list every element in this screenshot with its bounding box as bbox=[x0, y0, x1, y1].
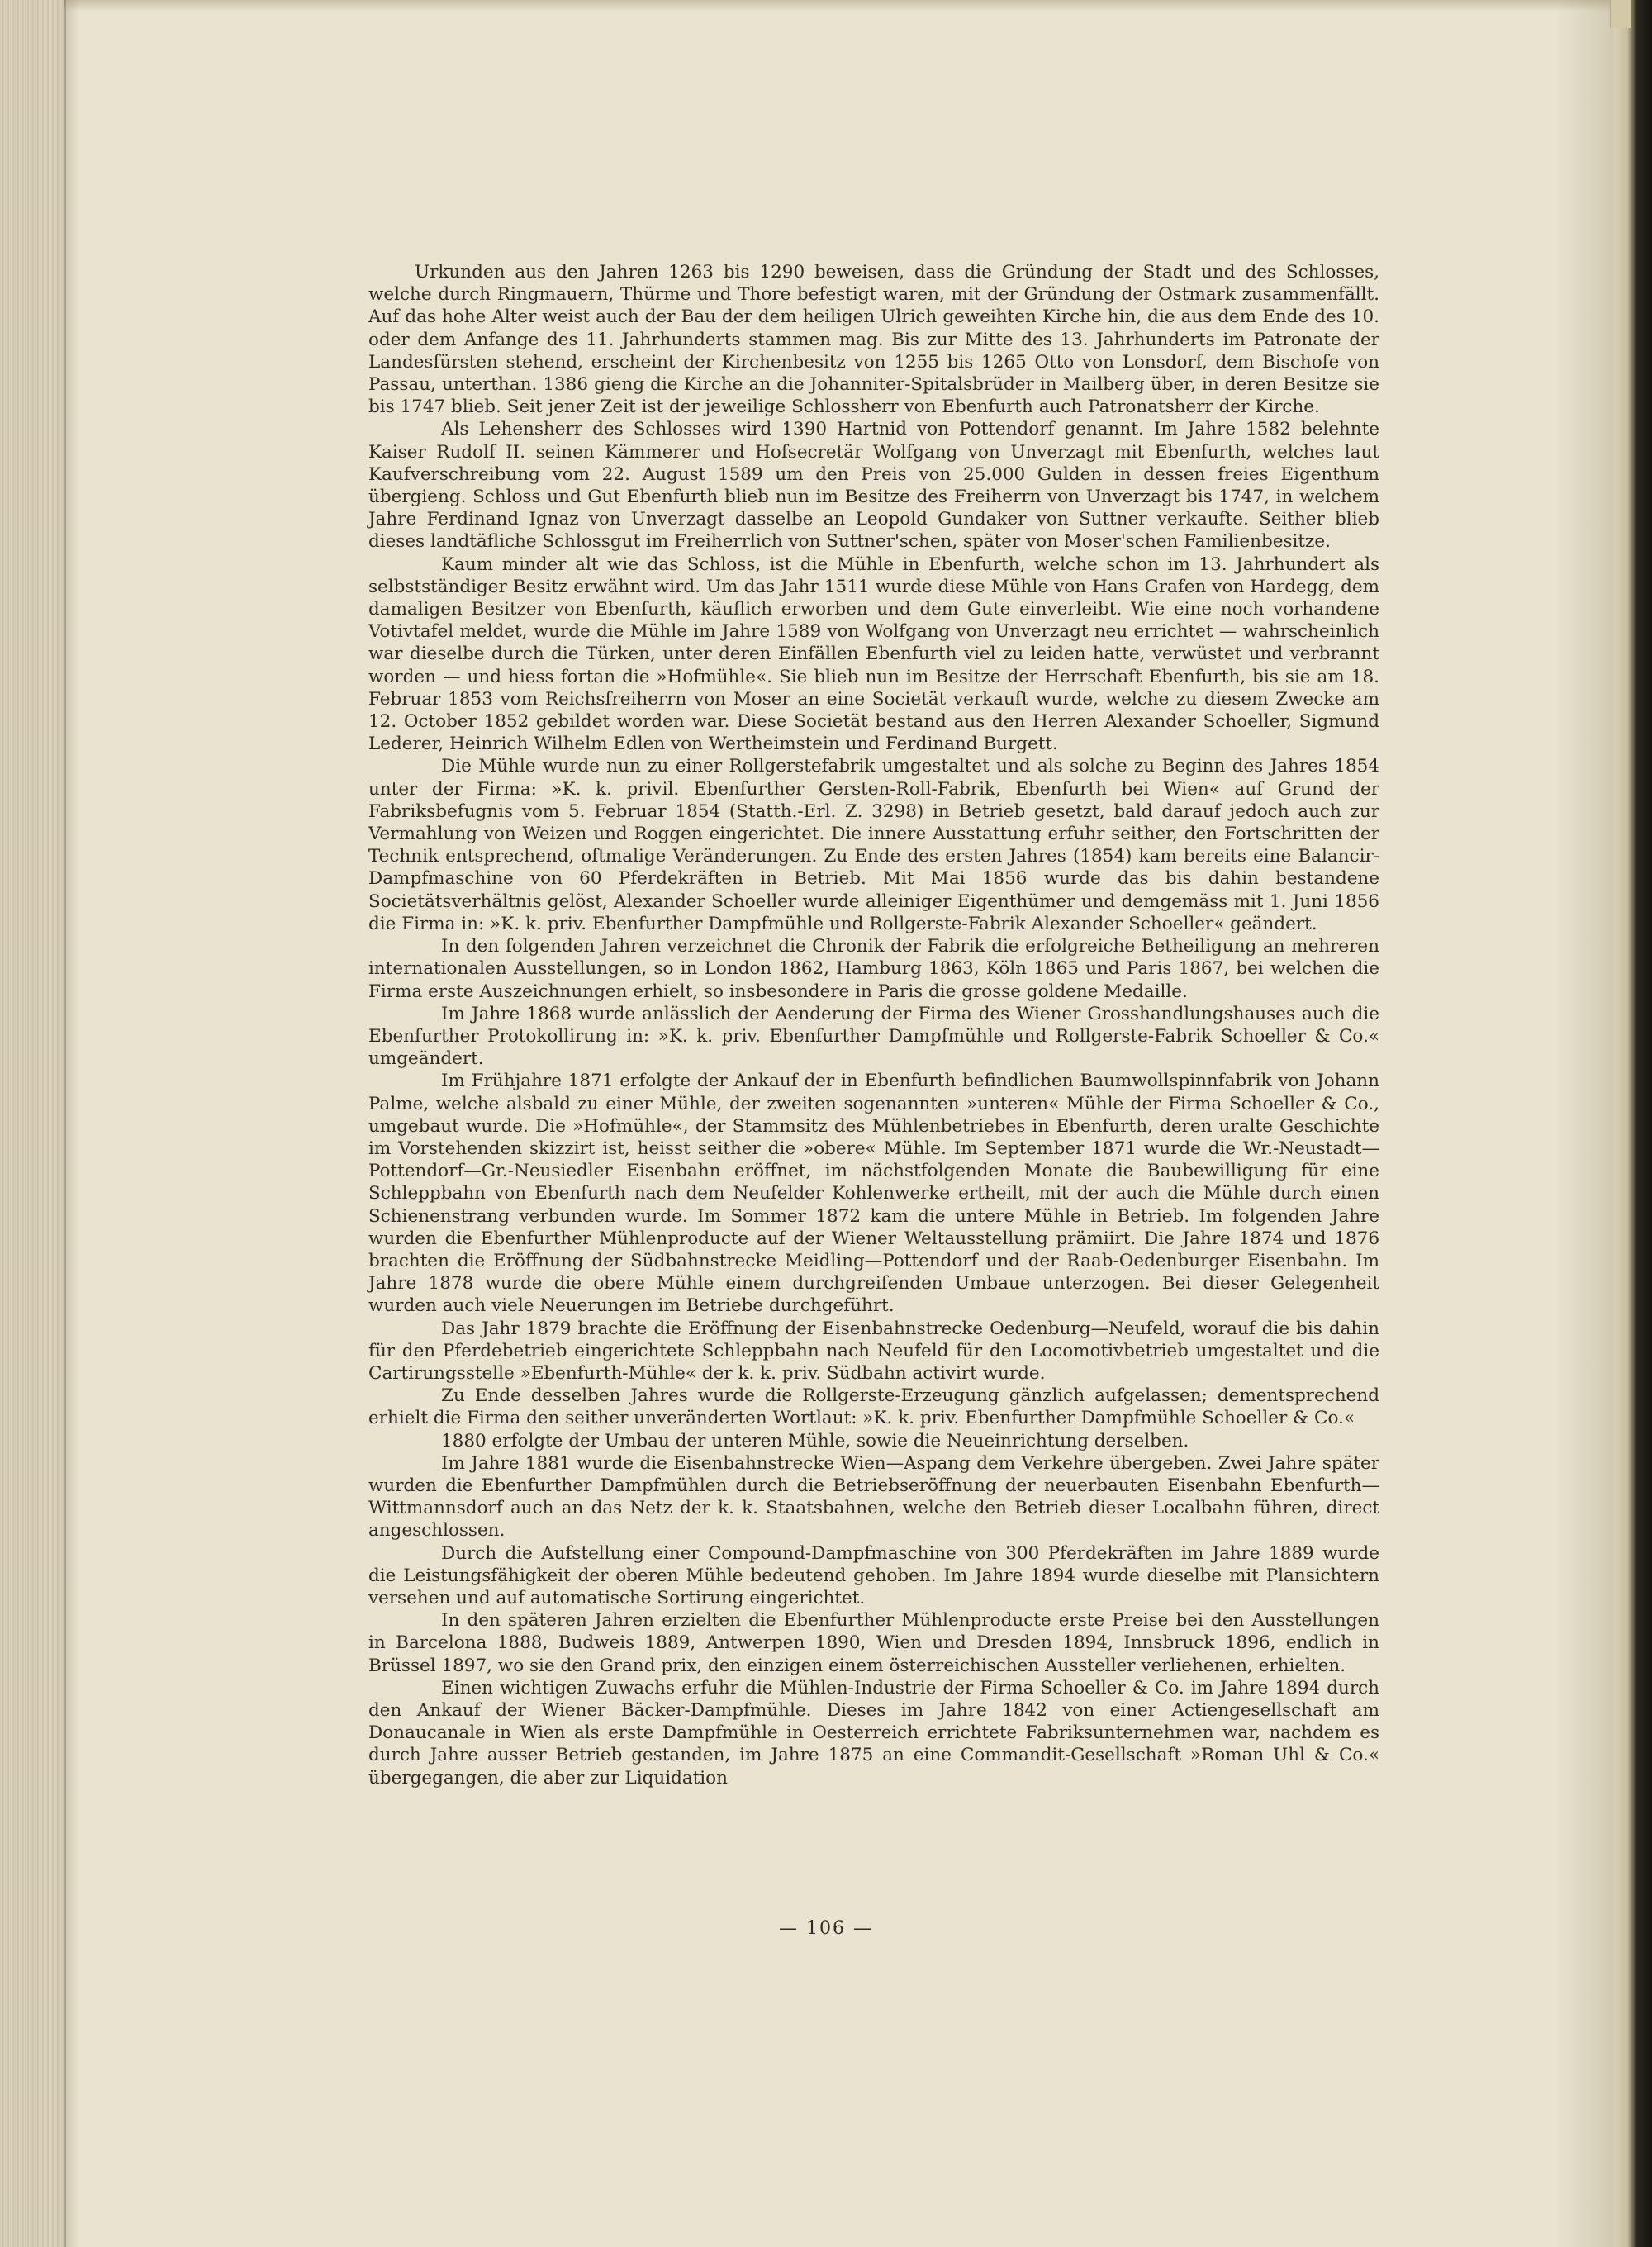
paragraph-3: Kaum minder alt wie das Schloss, ist die Mühle in Ebenfurth, welche schon im 13. Jahrhundert als selbstständiger Besitz erwähnt wird. Um das Jahr 1511 wurde diese Mühle von Hans Grafen von Hardegg, dem damaligen Besitzer von Ebenfurth, käuflich erworben und dem Gute einverleibt. Wie eine noch vorhandene Votivtafel meldet, wurde die Mühle im Jahre 1589 von Wolfgang von Unverzagt neu errichtet — wahrscheinlich war dieselbe durch die Türken, unter deren Einfällen Ebenfurth viel zu leiden hatte, verwüstet und verbrannt worden — und hiess fortan die »Hofmühle«. Sie blieb nun im Besitze der Herrschaft Ebenfurth, bis sie am 18. Februar 1853 vom Reichsfreiherrn von Moser an eine Societät verkauft wurde, welche zu diesem Zwecke am 12. October 1852 gebildet worden war. Diese Societät bestand aus den Herren Alexander Schoeller, Sigmund Lederer, Heinrich Wilhelm Edlen von Wertheimstein und Ferdinand Burgett. bbox=[368, 553, 1379, 755]
paragraph-6: Im Jahre 1868 wurde anlässlich der Aenderung der Firma des Wiener Grosshandlungshauses auch die Ebenfurther Protokollirung in: »K. k. priv. Ebenfurther Dampfmühle und Rollgerste-Fabrik Schoeller & Co.« umgeändert. bbox=[368, 1003, 1379, 1070]
paragraph-9: Zu Ende desselben Jahres wurde die Rollgerste-Erzeugung gänzlich aufgelassen; dementsprechend erhielt die Firma den seither unveränderten Wortlaut: »K. k. priv. Ebenfurther Dampfmühle Schoeller & Co.« bbox=[368, 1385, 1379, 1429]
body-text bbox=[368, 261, 1379, 1789]
paragraph-4: Die Mühle wurde nun zu einer Rollgerstefabrik umgestaltet und als solche zu Beginn des Jahres 1854 unter der Firma: »K. k. privil. Ebenfurther Gersten-Roll-Fabrik, Ebenfurth bei Wien« auf Grund der Fabriksbefugnis vom 5. Februar 1854 (Statth.-Erl. Z. 3298) in Betrieb gesetzt, bald darauf jedoch auch zur Vermahlung von Weizen und Roggen eingerichtet. Die innere Ausstattung erfuhr seither, den Fortschritten der Technik entsprechend, oftmalige Veränderungen. Zu Ende des ersten Jahres (1854) kam bereits eine Balancir-Dampfmaschine von 60 Pferdekräften in Betrieb. Mit Mai 1856 wurde das bis dahin bestandene Societätsverhältnis gelöst, Alexander Schoeller wurde alleiniger Eigenthümer und demgemäss mit 1. Juni 1856 die Firma in: »K. k. priv. Ebenfurther Dampfmühle und Rollgerste-Fabrik Alexander Schoeller« geändert. bbox=[368, 756, 1379, 934]
paragraph-8: Das Jahr 1879 brachte die Eröffnung der Eisenbahnstrecke Oedenburg—Neufeld, worauf die bis dahin für den Pferdebetrieb eingerichtete Schleppbahn nach Neufeld für den Locomotivbetrieb umgestaltet und die Cartirungsstelle »Ebenfurth-Mühle« der k. k. priv. Südbahn activirt wurde. bbox=[368, 1318, 1379, 1384]
paragraph-7: Im Frühjahre 1871 erfolgte der Ankauf der in Ebenfurth befindlichen Baumwollspinnfabrik von Johann Palme, welche alsbald zu einer Mühle, der zweiten sogenannten »unteren« Mühle der Firma Schoeller & Co., umgebaut wurde. Die »Hofmühle«, der Stammsitz des Mühlenbetriebes in Ebenfurth, deren uralte Geschichte im Vorstehenden skizzirt ist, heisst seither die »obere« Mühle. Im September 1871 wurde die Wr.-Neustadt—Pottendorf—Gr.-Neusiedler Eisenbahn eröffnet, im nächstfolgenden Monate die Baubewilligung für eine Schleppbahn von Ebenfurth nach dem Neufelder Kohlenwerke ertheilt, mit der auch die Mühle durch einen Schienenstrang verbunden wurde. Im Sommer 1872 kam die untere Mühle in Betrieb. Im folgenden Jahre wurden die Ebenfurther Mühlenproducte auf der Wiener Weltausstellung prämiirt. Die Jahre 1874 und 1876 brachten die Eröffnung der Südbahnstrecke Meidling—Pottendorf und der Raab-Oedenburger Eisenbahn. Im Jahre 1878 wurde die obere Mühle einem durchgreifenden Umbaue unterzogen. Bei dieser Gelegenheit wurden auch viele Neuerungen im Betriebe durchgeführt. bbox=[368, 1071, 1379, 1317]
paragraph-5: In den folgenden Jahren verzeichnet die Chronik der Fabrik die erfolgreiche Betheiligung an mehreren internationalen Ausstellungen, so in London 1862, Hamburg 1863, Köln 1865 und Paris 1867, bei welchen die Firma erste Auszeichnungen erhielt, so insbesondere in Paris die grosse goldene Medaille. bbox=[368, 936, 1379, 1002]
paragraph-2: Als Lehensherr des Schlosses wird 1390 Hartnid von Pottendorf genannt. Im Jahre 1582 belehnte Kaiser Rudolf II. seinen Kämmerer und Hofsecretär Wolfgang von Unverzagt mit Ebenfurth, welches laut Kaufverschreibung vom 22. August 1589 um den Preis von 25.000 Gulden in dessen freies Eigenthum übergieng. Schloss und Gut Ebenfurth blieb nun im Besitze des Freiherrn von Unverzagt bis 1747, in welchem Jahre Ferdinand Ignaz von Unverzagt dasselbe an Leopold Gundaker von Suttner verkaufte. Seither blieb dieses landtäfliche Schlossgut im Freiherrlich von Suttner'schen, später von Moser'schen Familienbesitze. bbox=[368, 419, 1379, 553]
paragraph-1: Urkunden aus den Jahren 1263 bis 1290 beweisen, dass die Gründung der Stadt und des Schlosses, welche durch Ringmauern, Thürme und Thore befestigt waren, mit der Gründung der Ostmark zusammenfällt. Auf das hohe Alter weist auch der Bau der dem heiligen Ulrich geweihten Kirche hin, die aus dem Ende des 10. oder dem Anfange des 11. Jahrhunderts stammen mag. Bis zur Mitte des 13. Jahrhunderts im Patronate der Landesfürsten stehend, erscheint der Kirchenbesitz von 1255 bis 1265 Otto von Lonsdorf, dem Bischofe von Passau, unterthan. 1386 gieng die Kirche an die Johanniter-Spitalsbrüder in Mailberg über, in deren Besitze sie bis 1747 blieb. Seit jener Zeit ist der jeweilige Schlossherr von Ebenfurth auch Patronatsherr der Kirche. bbox=[368, 262, 1379, 418]
page-fore-edge bbox=[0, 0, 66, 2247]
page-number: — 106 — bbox=[779, 1918, 873, 1939]
paragraph-14: Einen wichtigen Zuwachs erfuhr die Mühlen-Industrie der Firma Schoeller & Co. im Jahre 1894 durch den Ankauf der Wiener Bäcker-Dampfmühle. Dieses im Jahre 1842 von einer Actiengesellschaft am Donaucanale in Wien als erste Dampfmühle in Oesterreich errichtete Fabriksunternehmen war, nachdem es durch Jahre ausser Betrieb gestanden, im Jahre 1875 an eine Commandit-Gesellschaft »Roman Uhl & Co.« übergegangen, die aber zur Liquidation bbox=[368, 1677, 1379, 1789]
paragraph-10: 1880 erfolgte der Umbau der unteren Mühle, sowie die Neueinrichtung derselben. bbox=[441, 1430, 1189, 1451]
page-top-shadow bbox=[64, 0, 1614, 12]
paragraph-11: Im Jahre 1881 wurde die Eisenbahnstrecke Wien—Aspang dem Verkehre übergeben. Zwei Jahre später wurden die Ebenfurther Dampfmühlen durch die Betriebseröffnung der neuerbauten Eisenbahn Ebenfurth—Wittmannsdorf auch an das Netz der k. k. Staatsbahnen, welche den Betrieb dieser Localbahn führen, direct angeschlossen. bbox=[368, 1452, 1379, 1542]
book-binding bbox=[1614, 0, 1652, 2247]
paragraph-12: Durch die Aufstellung einer Compound-Dampfmaschine von 300 Pferdekräften im Jahre 1889 wurde die Leistungsfähigkeit der oberen Mühle bedeutend gehoben. Im Jahre 1894 wurde dieselbe mit Plansichtern versehen und auf automatische Sortirung eingerichtet. bbox=[368, 1542, 1379, 1608]
paper-tab bbox=[1610, 0, 1631, 28]
binding-shadow bbox=[1556, 0, 1614, 2247]
paragraph-13: In den späteren Jahren erzielten die Ebenfurther Mühlenproducte erste Preise bei den Ausstellungen in Barcelona 1888, Budweis 1889, Antwerpen 1890, Wien und Dresden 1894, Innsbruck 1896, endlich in Brüssel 1897, wo sie den Grand prix, den einzigen einem österreichischen Aussteller verliehenen, erhielten. bbox=[368, 1610, 1379, 1676]
